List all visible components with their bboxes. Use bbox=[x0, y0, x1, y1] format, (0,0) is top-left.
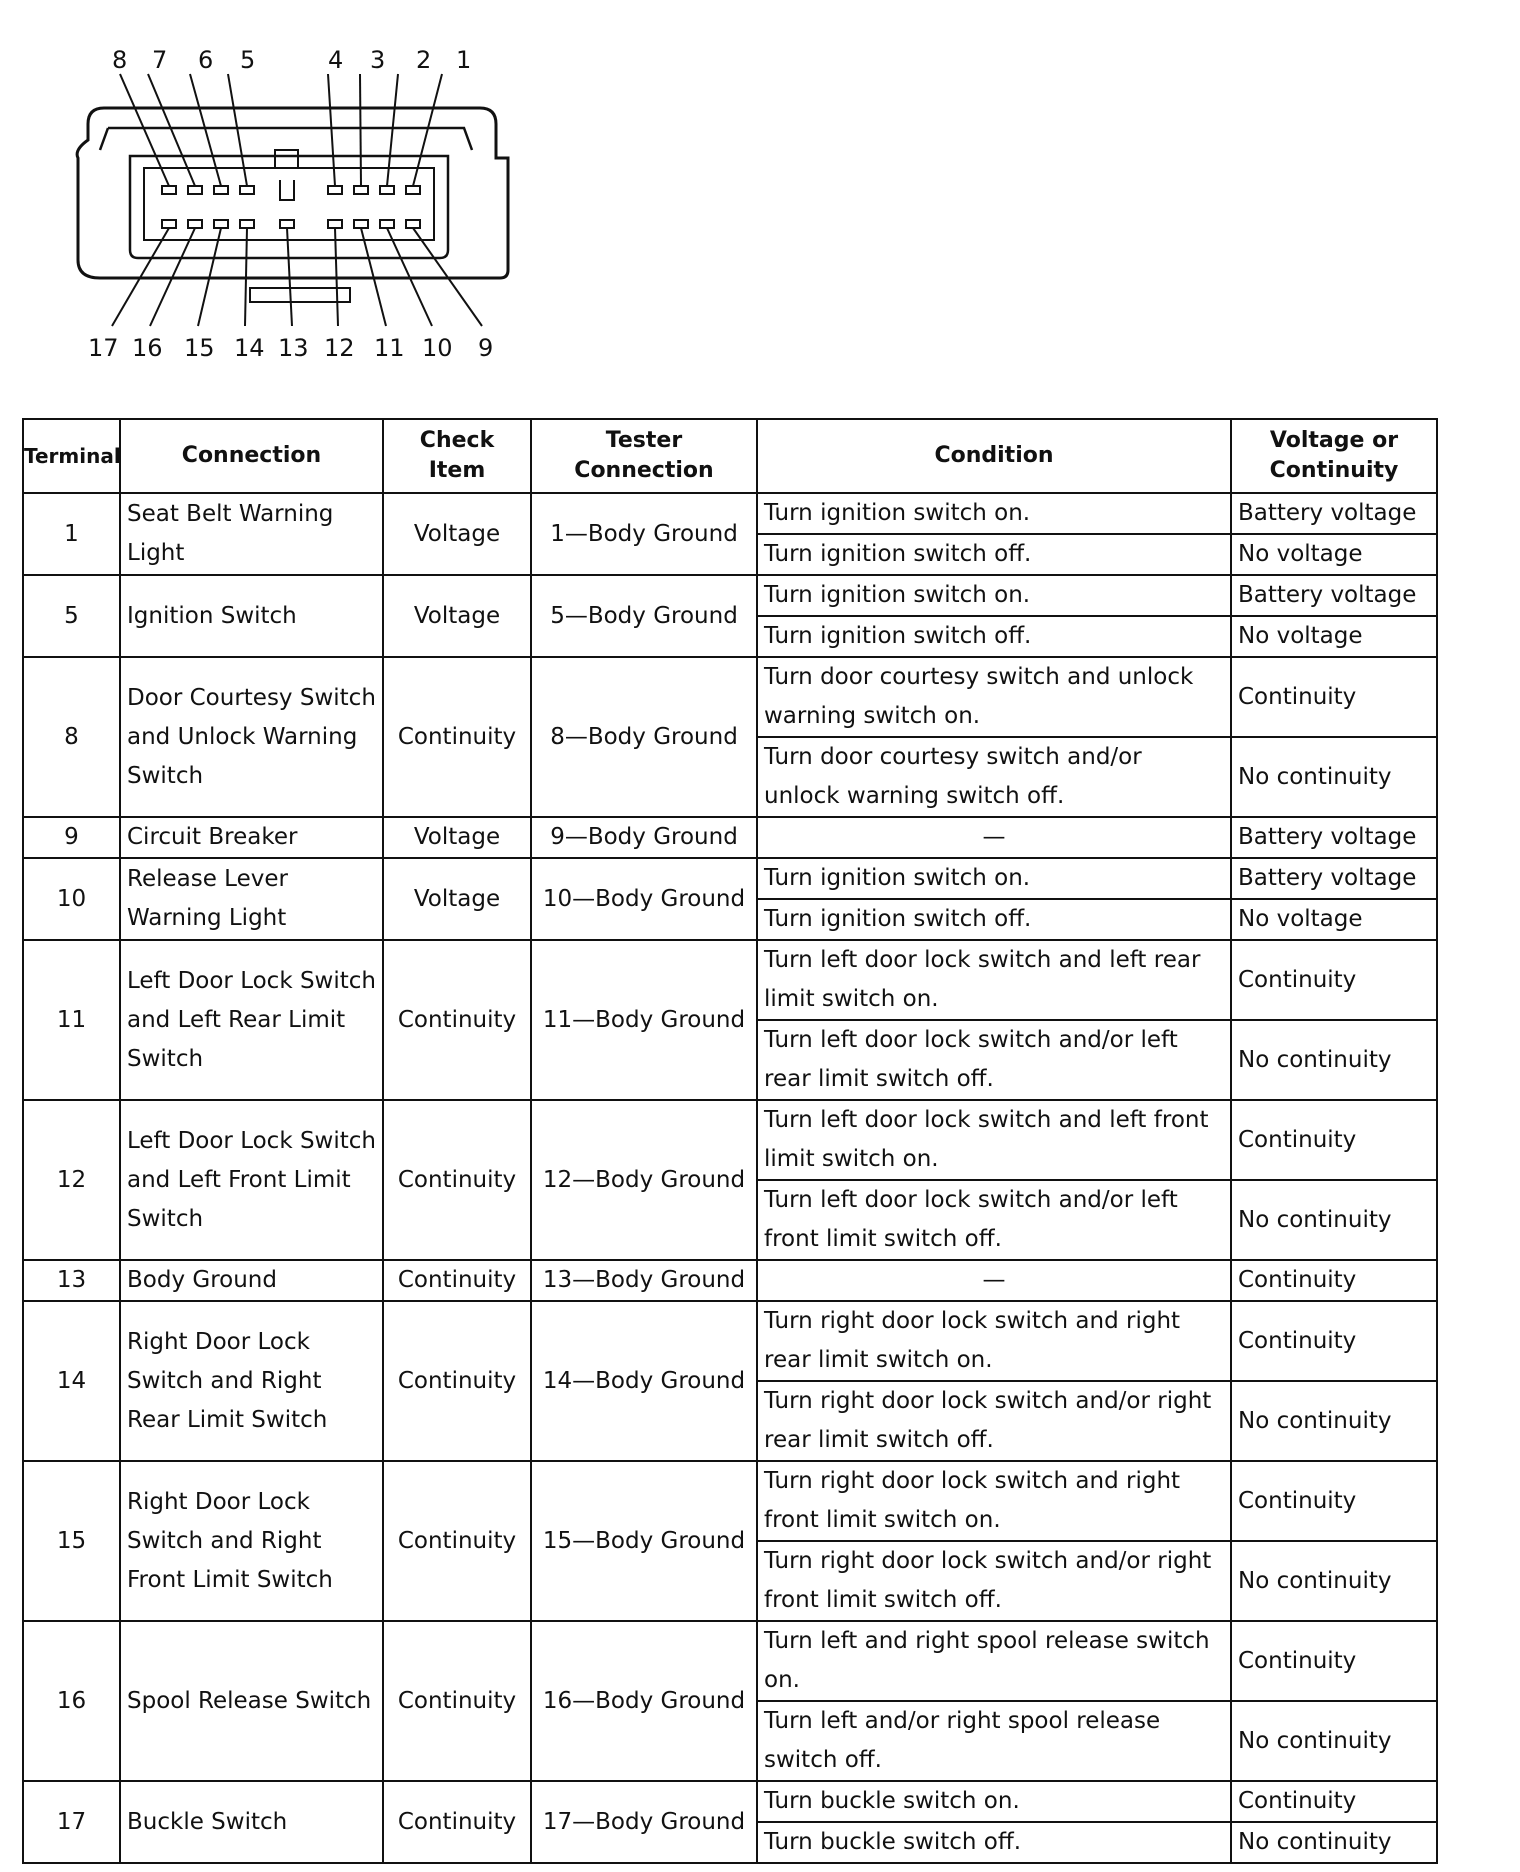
connection-cell: Buckle Switch bbox=[120, 1781, 383, 1863]
condition-cell: Turn door courtesy switch and/or unlock warning switch off. bbox=[757, 737, 1231, 817]
pin-1 bbox=[406, 186, 420, 194]
table-header-row bbox=[23, 419, 1437, 493]
condition-cell: Turn left door lock switch and left rear limit switch on. bbox=[757, 940, 1231, 1020]
result-cell: Continuity bbox=[1231, 1100, 1437, 1180]
result-cell: No continuity bbox=[1231, 1701, 1437, 1781]
header-terminal: Terminal bbox=[23, 419, 120, 493]
pin-label-9: 9 bbox=[478, 334, 494, 362]
connection-cell: Left Door Lock Switch and Left Front Limit Switch bbox=[120, 1100, 383, 1260]
pin-7 bbox=[188, 186, 202, 194]
pin-label-11: 11 bbox=[374, 334, 405, 362]
condition-cell: Turn ignition switch off. bbox=[757, 899, 1231, 940]
terminal-cell: 9 bbox=[23, 817, 120, 858]
connector-cavity-inner bbox=[144, 168, 434, 240]
condition-cell: — bbox=[757, 817, 1231, 858]
result-cell: No continuity bbox=[1231, 1541, 1437, 1621]
connection-cell: Seat Belt Warning Light bbox=[120, 493, 383, 575]
pin-5 bbox=[240, 186, 254, 194]
pin-14 bbox=[240, 220, 254, 228]
top-leader-lines bbox=[120, 74, 442, 186]
tester-connection-cell: 16—Body Ground bbox=[531, 1621, 757, 1781]
table-row bbox=[23, 1260, 1437, 1301]
condition-cell: — bbox=[757, 1260, 1231, 1301]
table-row bbox=[23, 858, 1437, 899]
connection-cell: Door Courtesy Switch and Unlock Warning Switch bbox=[120, 657, 383, 817]
result-cell: Battery voltage bbox=[1231, 858, 1437, 899]
terminal-cell: 5 bbox=[23, 575, 120, 657]
condition-cell: Turn left door lock switch and left front limit switch on. bbox=[757, 1100, 1231, 1180]
table-row bbox=[23, 1301, 1437, 1381]
condition-cell: Turn ignition switch off. bbox=[757, 534, 1231, 575]
condition-cell: Turn ignition switch off. bbox=[757, 616, 1231, 657]
check-item-cell: Voltage bbox=[383, 575, 531, 657]
terminal-cell: 10 bbox=[23, 858, 120, 940]
condition-cell: Turn left and right spool release switch on. bbox=[757, 1621, 1231, 1701]
pin-label-16: 16 bbox=[132, 334, 163, 362]
tester-connection-cell: 1—Body Ground bbox=[531, 493, 757, 575]
table-row bbox=[23, 1100, 1437, 1180]
pin-9 bbox=[406, 220, 420, 228]
pin-label-2: 2 bbox=[416, 46, 432, 74]
bottom-pin-row bbox=[162, 220, 420, 228]
table-row bbox=[23, 817, 1437, 858]
connection-cell: Spool Release Switch bbox=[120, 1621, 383, 1781]
connector-outline-inner bbox=[100, 128, 472, 150]
result-cell: Continuity bbox=[1231, 1781, 1437, 1822]
header-voltage-or-continuity: Voltage or Continuity bbox=[1231, 419, 1437, 493]
pin-label-12: 12 bbox=[324, 334, 355, 362]
pin-label-10: 10 bbox=[422, 334, 453, 362]
terminal-cell: 11 bbox=[23, 940, 120, 1100]
check-item-cell: Continuity bbox=[383, 1621, 531, 1781]
connector-cavity bbox=[130, 156, 448, 258]
connector-key-slot bbox=[250, 288, 350, 302]
tester-connection-cell: 5—Body Ground bbox=[531, 575, 757, 657]
pin-16 bbox=[188, 220, 202, 228]
result-cell: No continuity bbox=[1231, 737, 1437, 817]
connector-locking-tab bbox=[275, 150, 298, 200]
tester-connection-cell: 11—Body Ground bbox=[531, 940, 757, 1100]
pin-15 bbox=[214, 220, 228, 228]
terminal-check-table bbox=[22, 418, 1438, 1864]
pin-label-7: 7 bbox=[152, 46, 168, 74]
connection-cell: Ignition Switch bbox=[120, 575, 383, 657]
check-item-cell: Voltage bbox=[383, 817, 531, 858]
pin-label-15: 15 bbox=[184, 334, 215, 362]
result-cell: No voltage bbox=[1231, 616, 1437, 657]
tester-connection-cell: 9—Body Ground bbox=[531, 817, 757, 858]
pin-4 bbox=[328, 186, 342, 194]
header-connection: Connection bbox=[120, 419, 383, 493]
result-cell: Battery voltage bbox=[1231, 575, 1437, 616]
bottom-pin-labels bbox=[88, 334, 493, 362]
result-cell: No continuity bbox=[1231, 1020, 1437, 1100]
result-cell: Continuity bbox=[1231, 940, 1437, 1020]
table-row bbox=[23, 575, 1437, 616]
pin-label-17: 17 bbox=[88, 334, 119, 362]
connection-cell: Body Ground bbox=[120, 1260, 383, 1301]
pin-label-6: 6 bbox=[198, 46, 214, 74]
terminal-cell: 16 bbox=[23, 1621, 120, 1781]
tester-connection-cell: 17—Body Ground bbox=[531, 1781, 757, 1863]
terminal-cell: 8 bbox=[23, 657, 120, 817]
pin-13 bbox=[280, 220, 294, 228]
condition-cell: Turn left and/or right spool release switch off. bbox=[757, 1701, 1231, 1781]
table-row bbox=[23, 940, 1437, 1020]
pin-label-1: 1 bbox=[456, 46, 472, 74]
condition-cell: Turn door courtesy switch and unlock warning switch on. bbox=[757, 657, 1231, 737]
result-cell: Continuity bbox=[1231, 1621, 1437, 1701]
terminal-cell: 15 bbox=[23, 1461, 120, 1621]
check-item-cell: Continuity bbox=[383, 940, 531, 1100]
result-cell: Continuity bbox=[1231, 657, 1437, 737]
result-cell: No voltage bbox=[1231, 899, 1437, 940]
pin-label-14: 14 bbox=[234, 334, 265, 362]
condition-cell: Turn ignition switch on. bbox=[757, 858, 1231, 899]
result-cell: Continuity bbox=[1231, 1301, 1437, 1381]
pin-6 bbox=[214, 186, 228, 194]
check-item-cell: Continuity bbox=[383, 1461, 531, 1621]
terminal-cell: 13 bbox=[23, 1260, 120, 1301]
connection-cell: Circuit Breaker bbox=[120, 817, 383, 858]
pin-2 bbox=[380, 186, 394, 194]
condition-cell: Turn right door lock switch and/or right front limit switch off. bbox=[757, 1541, 1231, 1621]
tester-connection-cell: 10—Body Ground bbox=[531, 858, 757, 940]
check-item-cell: Voltage bbox=[383, 858, 531, 940]
condition-cell: Turn right door lock switch and right rear limit switch on. bbox=[757, 1301, 1231, 1381]
connection-cell: Right Door Lock Switch and Right Front Limit Switch bbox=[120, 1461, 383, 1621]
condition-cell: Turn ignition switch on. bbox=[757, 575, 1231, 616]
pin-11 bbox=[354, 220, 368, 228]
pin-label-13: 13 bbox=[278, 334, 309, 362]
table-body bbox=[23, 493, 1437, 1863]
result-cell: Battery voltage bbox=[1231, 493, 1437, 534]
condition-cell: Turn ignition switch on. bbox=[757, 493, 1231, 534]
condition-cell: Turn right door lock switch and right front limit switch on. bbox=[757, 1461, 1231, 1541]
check-item-cell: Continuity bbox=[383, 657, 531, 817]
result-cell: No continuity bbox=[1231, 1180, 1437, 1260]
table-row bbox=[23, 1461, 1437, 1541]
table-row bbox=[23, 493, 1437, 534]
result-cell: Continuity bbox=[1231, 1461, 1437, 1541]
pin-8 bbox=[162, 186, 176, 194]
check-item-cell: Continuity bbox=[383, 1100, 531, 1260]
condition-cell: Turn buckle switch on. bbox=[757, 1781, 1231, 1822]
condition-cell: Turn left door lock switch and/or left front limit switch off. bbox=[757, 1180, 1231, 1260]
connection-cell: Left Door Lock Switch and Left Rear Limit Switch bbox=[120, 940, 383, 1100]
table-row bbox=[23, 657, 1437, 737]
top-pin-row bbox=[162, 186, 420, 194]
top-pin-labels bbox=[112, 46, 471, 74]
check-item-cell: Continuity bbox=[383, 1260, 531, 1301]
pin-label-5: 5 bbox=[240, 46, 256, 74]
connection-cell: Right Door Lock Switch and Right Rear Limit Switch bbox=[120, 1301, 383, 1461]
result-cell: No voltage bbox=[1231, 534, 1437, 575]
pin-label-3: 3 bbox=[370, 46, 386, 74]
connector-diagram bbox=[60, 40, 560, 380]
condition-cell: Turn right door lock switch and/or right rear limit switch off. bbox=[757, 1381, 1231, 1461]
condition-cell: Turn left door lock switch and/or left rear limit switch off. bbox=[757, 1020, 1231, 1100]
connector-housing bbox=[77, 108, 508, 278]
tester-connection-cell: 13—Body Ground bbox=[531, 1260, 757, 1301]
pin-10 bbox=[380, 220, 394, 228]
check-item-cell: Continuity bbox=[383, 1301, 531, 1461]
pin-17 bbox=[162, 220, 176, 228]
connection-cell: Release Lever Warning Light bbox=[120, 858, 383, 940]
header-check-item: Check Item bbox=[383, 419, 531, 493]
pin-label-8: 8 bbox=[112, 46, 128, 74]
pin-3 bbox=[354, 186, 368, 194]
check-item-cell: Voltage bbox=[383, 493, 531, 575]
pin-label-4: 4 bbox=[328, 46, 344, 74]
result-cell: No continuity bbox=[1231, 1381, 1437, 1461]
terminal-cell: 12 bbox=[23, 1100, 120, 1260]
check-item-cell: Continuity bbox=[383, 1781, 531, 1863]
terminal-cell: 14 bbox=[23, 1301, 120, 1461]
terminal-cell: 1 bbox=[23, 493, 120, 575]
result-cell: Continuity bbox=[1231, 1260, 1437, 1301]
tester-connection-cell: 14—Body Ground bbox=[531, 1301, 757, 1461]
header-condition: Condition bbox=[757, 419, 1231, 493]
table-row bbox=[23, 1621, 1437, 1701]
tester-connection-cell: 15—Body Ground bbox=[531, 1461, 757, 1621]
pin-12 bbox=[328, 220, 342, 228]
tester-connection-cell: 12—Body Ground bbox=[531, 1100, 757, 1260]
result-cell: No continuity bbox=[1231, 1822, 1437, 1863]
terminal-cell: 17 bbox=[23, 1781, 120, 1863]
result-cell: Battery voltage bbox=[1231, 817, 1437, 858]
tester-connection-cell: 8—Body Ground bbox=[531, 657, 757, 817]
header-tester-connection: Tester Connection bbox=[531, 419, 757, 493]
condition-cell: Turn buckle switch off. bbox=[757, 1822, 1231, 1863]
table-row bbox=[23, 1781, 1437, 1822]
